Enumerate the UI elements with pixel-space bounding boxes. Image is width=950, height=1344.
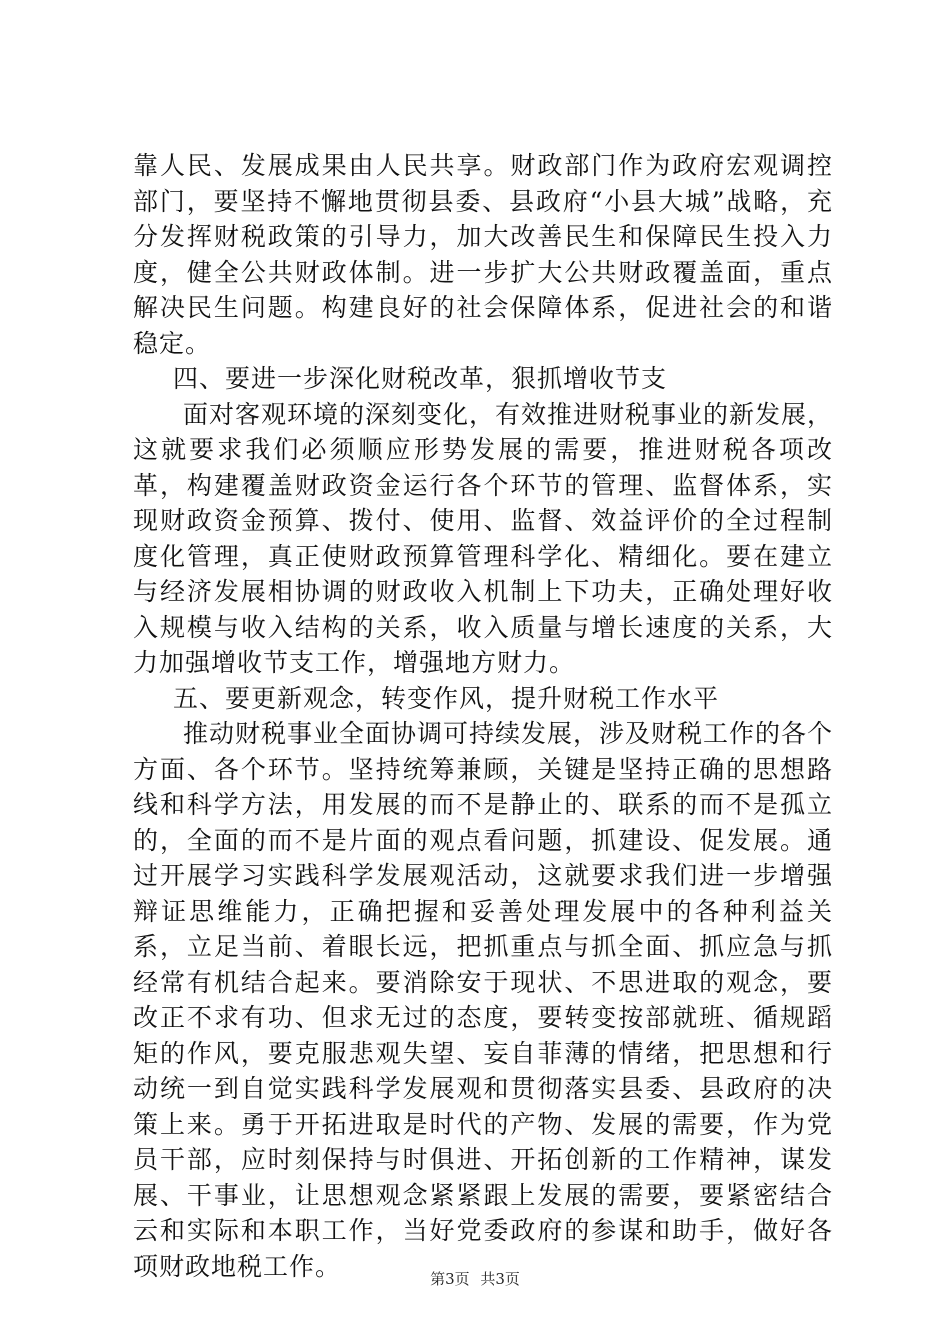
section-heading-four: 四、要进一步深化财税改革，狠抓增收节支 (173, 364, 668, 393)
document-body (133, 148, 833, 1284)
section-heading-five: 五、要更新观念，转变作风，提升财税工作水平 (173, 683, 720, 713)
paragraph-work-style: 推动财税事业全面协调可持续发展，涉及财税工作的各个方面、各个环节。坚持统筹兼顾，关键是坚持正确的思想路线和科学方法，用发展的而不是静止的、联系的而不是孤立的，全面的而不是片面的观点看问题，抓建设、促发展。通过开展学习实践科学发展观活动，这就要求我们进一步增强辩证思维能力，正确把握和妥善处理发展中的各种利益关系，立足当前、着眼长远，把抓重点与抓全面、抓应急与抓经常有机结合起来。要消除安于现状、不思进取的观念，要改正不求有功、但求无过的态度，要转变按部就班、循规蹈矩的作风，要克服悲观失望、妄自菲薄的情绪，把思想和行动统一到自觉实践科学发展观和贯彻落实县委、县政府的决策上来。勇于开拓进取是时代的产物、发展的需要，作为党员干部，应时刻保持与时俱进、开拓创新的工作精神，谋发展、干事业，让思想观念紧紧跟上发展的需要，要紧密结合云和实际和本职工作，当好党委政府的参谋和助手，做好各项财政地税工作。 (133, 719, 834, 1281)
paragraph-tax-reform: 面对客观环境的深刻变化，有效推进财税事业的新发展，这就要求我们必须顺应形势发展的需要，推进财税各项改革，构建覆盖财政资金运行各个环节的管理、监督体系，实现财政资金预算、拨付、使用、监督、效益评价的全过程制度化管理，真正使财政预算管理科学化、精细化。要在建立与经济发展相协调的财政收入机制上下功夫，正确处理好收入规模与收入结构的关系，收入质量与增长速度的关系，大力加强增收节支工作，增强地方财力。 (133, 399, 834, 677)
paragraph-continuation: 靠人民、发展成果由人民共享。财政部门作为政府宏观调控部门，要坚持不懈地贯彻县委、县政府“小县大城”战略，充分发挥财税政策的引导力，加大改善民生和保障民生投入力度，健全公共财政体制。进一步扩大公共财政覆盖面，重点解决民生问题。构建良好的社会保障体系，促进社会的和谐稳定。 (133, 151, 833, 358)
page-footer (0, 1268, 950, 1289)
page-number: 第3页 (430, 1270, 470, 1288)
page-total: 共3页 (480, 1270, 520, 1288)
